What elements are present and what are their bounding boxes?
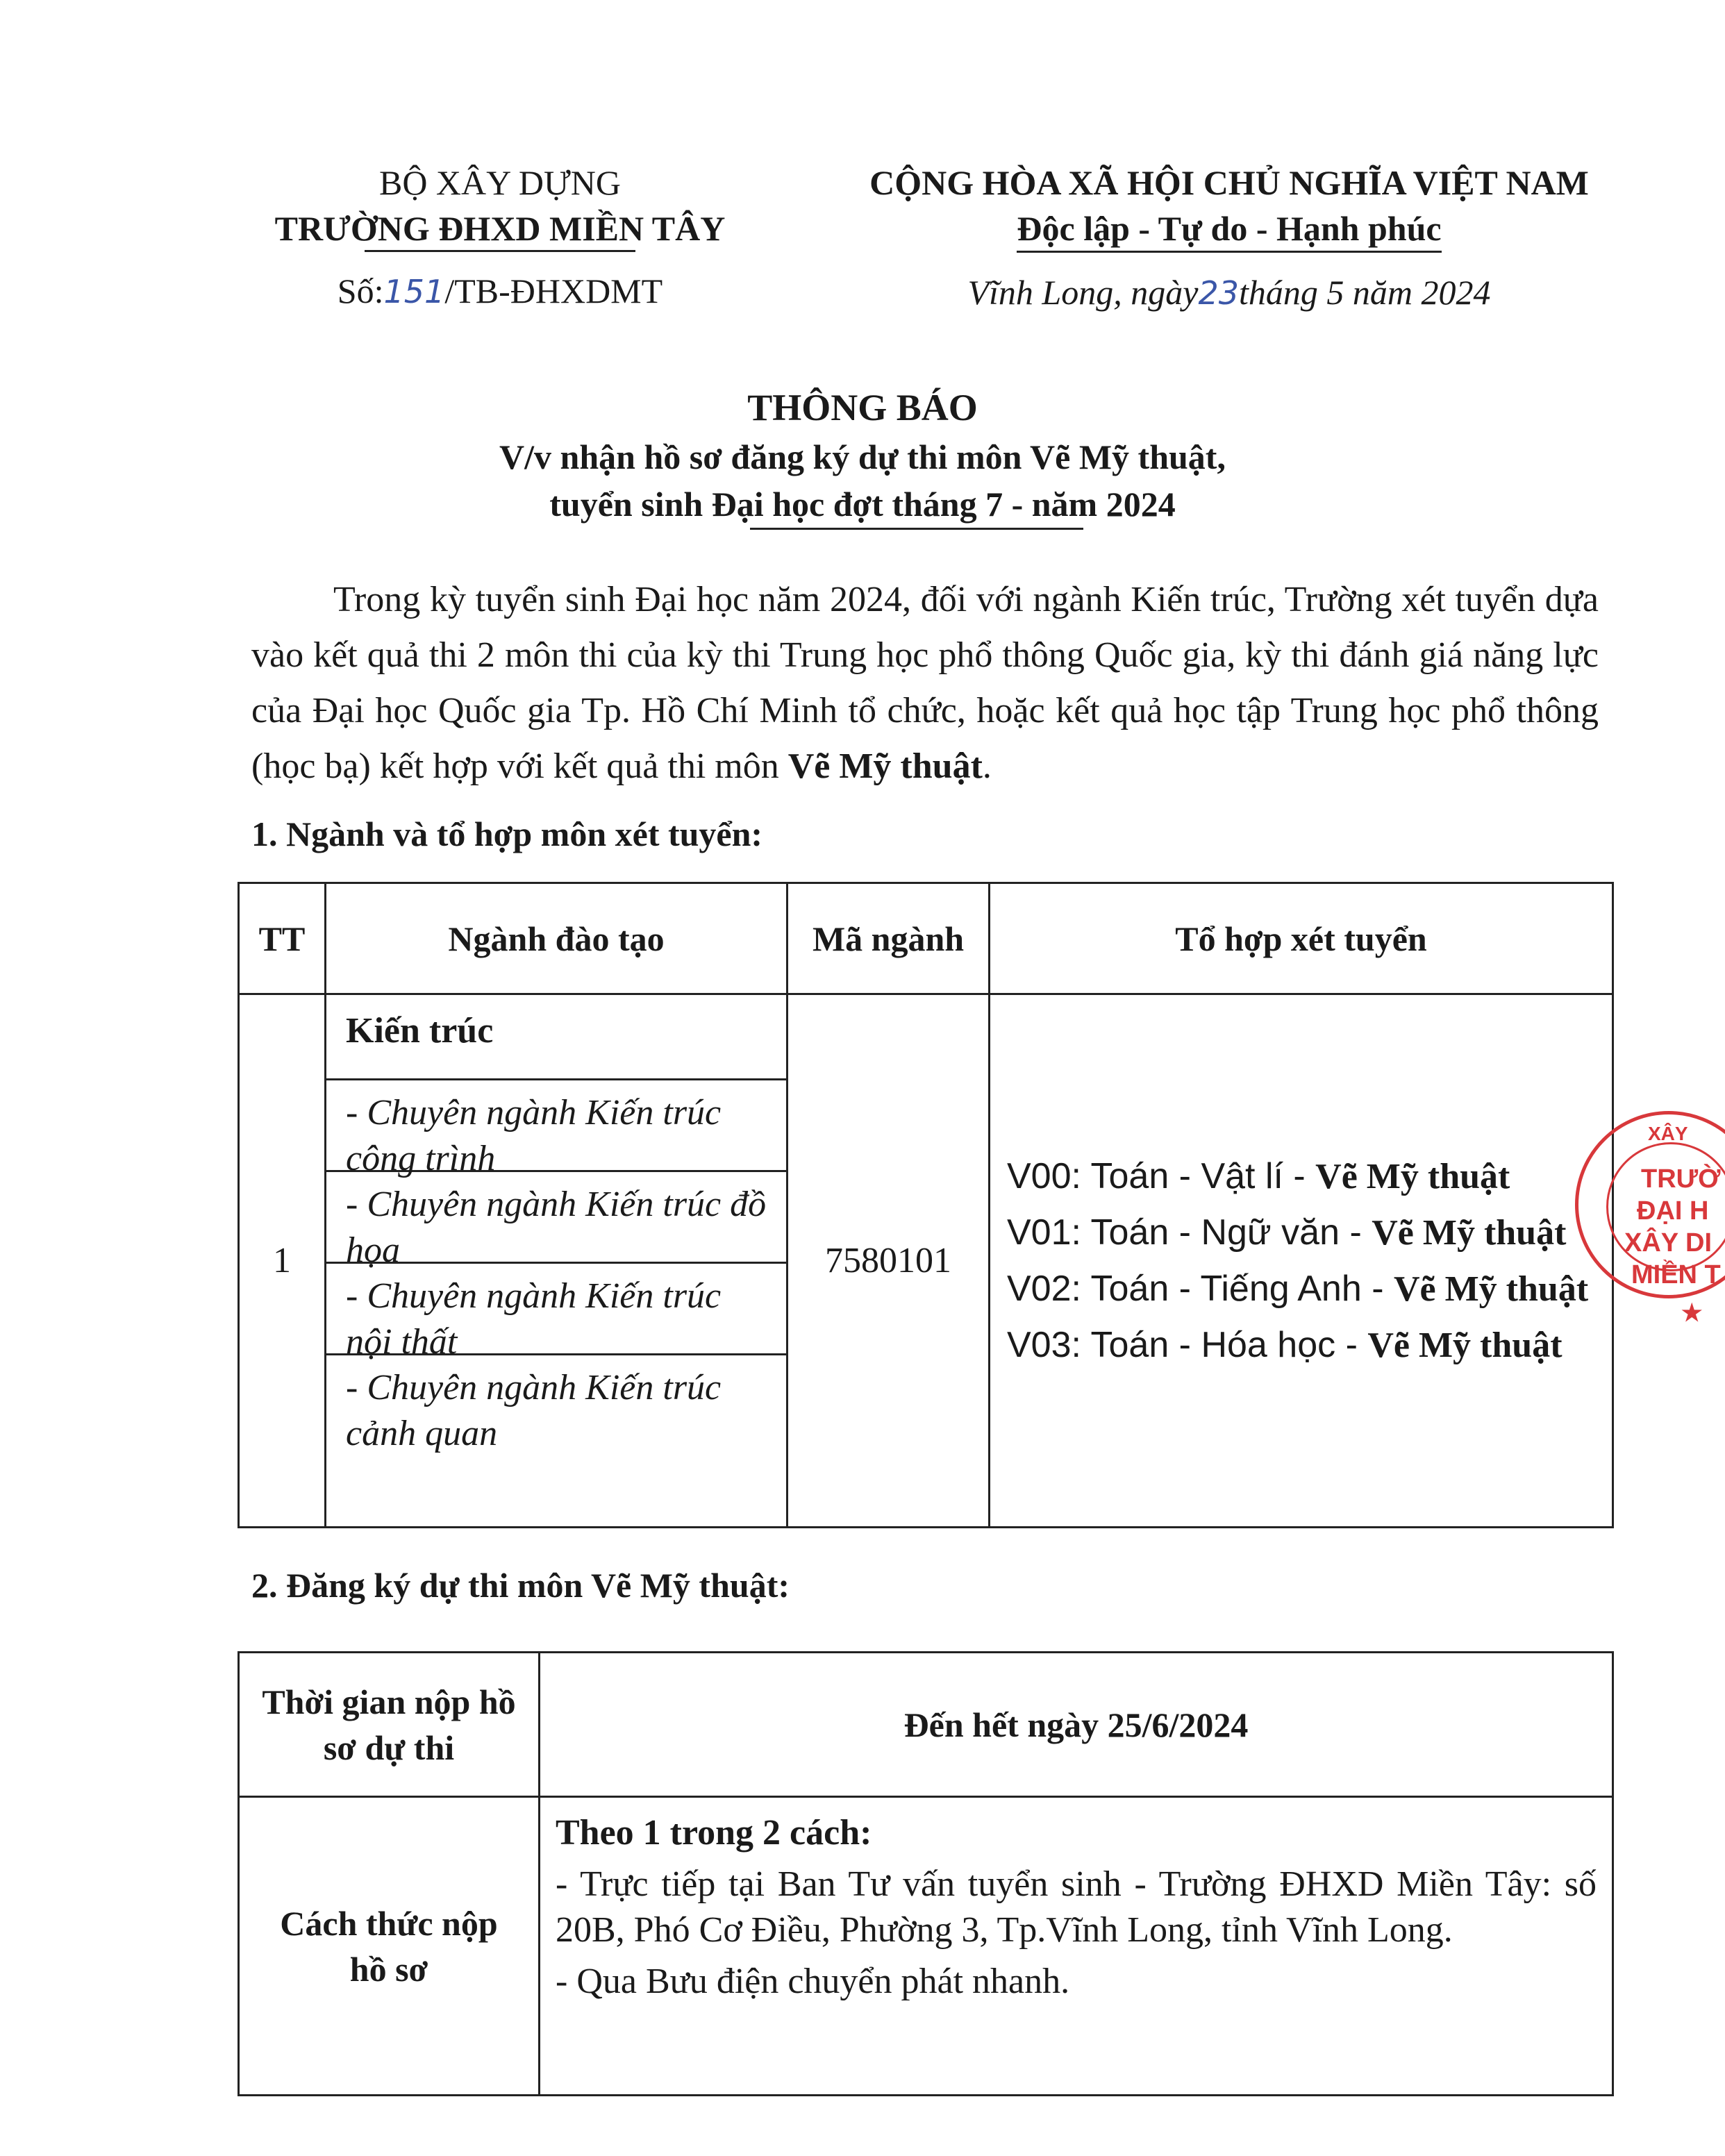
- intro-paragraph: [251, 572, 1599, 794]
- subject-line2-text: tuyển sinh Đại học đợt tháng 7 - năm 2024: [549, 485, 1176, 524]
- specialization-item: - Chuyên ngành Kiến trúc đồ họa: [326, 1170, 786, 1262]
- motto: [806, 204, 1653, 253]
- method-label: Cách thức nộp hồ sơ: [239, 1797, 540, 2096]
- place-date: [806, 268, 1653, 317]
- method-title: Theo 1 trong 2 cách:: [556, 1813, 872, 1853]
- notice-title-text: THÔNG BÁO: [747, 387, 978, 428]
- admission-table: [238, 882, 1614, 1528]
- combo-cell: [990, 994, 1613, 1528]
- notice-subject-line1: [0, 433, 1725, 480]
- seal-text-line3: XÂY DI: [1624, 1228, 1712, 1257]
- number-prefix: Số:: [337, 271, 384, 310]
- table-row: [239, 1797, 1613, 2096]
- combo-item: [1007, 1205, 1595, 1261]
- combo-prefix: V01: Toán - Ngữ văn -: [1007, 1212, 1372, 1253]
- combo-prefix: V03: Toán - Hóa học -: [1007, 1324, 1368, 1365]
- major-name: Kiến trúc: [346, 1011, 494, 1051]
- ministry-name: [250, 158, 750, 207]
- specialization-item: - Chuyên ngành Kiến trúc công trình: [326, 1078, 786, 1170]
- registration-table: [238, 1651, 1614, 2096]
- section1-heading: [251, 814, 762, 854]
- seal-text-line4: MIỀN T: [1631, 1260, 1721, 1289]
- method-cell: [540, 1797, 1613, 2096]
- deadline-value: Đến hết ngày 25/6/2024: [540, 1653, 1613, 1797]
- handwritten-number: 151: [383, 273, 445, 310]
- country-name: [806, 158, 1653, 207]
- seal-text-line2: ĐẠI H: [1637, 1196, 1709, 1226]
- combo-item: [1007, 1148, 1595, 1205]
- deadline-label: Thời gian nộp hồ sơ dự thi: [239, 1653, 540, 1797]
- admission-table-header: [239, 883, 1613, 994]
- col-combos: Tổ hợp xét tuyển: [990, 883, 1613, 994]
- combo-prefix: V02: Toán - Tiếng Anh -: [1007, 1268, 1394, 1309]
- col-major: Ngành đào tạo: [326, 883, 788, 994]
- col-tt: TT: [239, 883, 326, 994]
- major-code: 7580101: [788, 994, 990, 1528]
- date-prefix: Vĩnh Long, ngày: [967, 273, 1199, 312]
- ministry-text: BỘ XÂY DỰNG: [378, 163, 622, 202]
- specialization-item: - Chuyên ngành Kiến trúc cảnh quan: [326, 1353, 786, 1445]
- document-number: [264, 267, 736, 316]
- section2-heading: [251, 1565, 790, 1605]
- date-suffix: tháng 5 năm 2024: [1238, 273, 1491, 312]
- table-row: [239, 1653, 1613, 1797]
- table-row: [239, 994, 1613, 1528]
- motto-text: Độc lập - Tự do - Hạnh phúc: [1017, 209, 1441, 253]
- combo-bold: Vẽ Mỹ thuật: [1372, 1212, 1567, 1253]
- notice-title: [0, 386, 1725, 429]
- seal-text-top: XÂY: [1648, 1123, 1688, 1144]
- seal-text-line1: TRƯỜ: [1641, 1164, 1721, 1194]
- intro-period: .: [982, 746, 992, 786]
- notice-subject-line2: [0, 480, 1725, 528]
- number-suffix: /TB-ĐHXDMT: [444, 271, 663, 310]
- title-underline: [750, 528, 1083, 530]
- seal-star-icon: ★: [1681, 1300, 1703, 1326]
- school-text: TRƯỜNG ĐHXD MIỀN TÂY: [274, 209, 726, 248]
- specialization-item: - Chuyên ngành Kiến trúc nội thất: [326, 1262, 786, 1353]
- section1-heading-text: 1. Ngành và tổ hợp môn xét tuyển:: [251, 814, 763, 853]
- subject-line1-text: V/v nhận hồ sơ đăng ký dự thi môn Vẽ Mỹ thuật,: [499, 437, 1226, 476]
- combo-item: [1007, 1261, 1595, 1317]
- combo-bold: Vẽ Mỹ thuật: [1315, 1156, 1510, 1196]
- method-item: - Trực tiếp tại Ban Tư vấn tuyển sinh - Trường ĐHXD Miền Tây: số 20B, Phó Cơ Điều, Phường 3, Tp.Vĩnh Long, tỉnh Vĩnh Long.: [556, 1864, 1597, 1950]
- handwritten-day: 23: [1198, 274, 1239, 312]
- country-text: CỘNG HÒA XÃ HỘI CHỦ NGHĨA VIỆT NAM: [869, 163, 1589, 202]
- school-name: [236, 204, 764, 253]
- combo-bold: Vẽ Mỹ thuật: [1367, 1325, 1562, 1365]
- combo-item: [1007, 1317, 1595, 1373]
- combo-bold: Vẽ Mỹ thuật: [1393, 1269, 1589, 1309]
- section2-heading-text: 2. Đăng ký dự thi môn Vẽ Mỹ thuật:: [251, 1566, 790, 1605]
- row-tt: 1: [239, 994, 326, 1528]
- major-cell: [326, 994, 788, 1528]
- school-underline: [365, 250, 635, 252]
- col-code: Mã ngành: [788, 883, 990, 994]
- intro-bold-subject: Vẽ Mỹ thuật: [788, 746, 983, 786]
- method-item: - Qua Bưu điện chuyển phát nhanh.: [556, 1962, 1070, 2001]
- intro-text: Trong kỳ tuyển sinh Đại học năm 2024, đối với ngành Kiến trúc, Trường xét tuyển dựa vào kết quả thi 2 môn thi của kỳ thi Trung học phổ thông Quốc gia, kỳ thi đánh giá năng lực của Đại học Quốc gia Tp. Hồ Chí Minh tổ chức, hoặc kết quả học tập Trung học phổ thông (học bạ) kết hợp với kết quả thi môn: [251, 580, 1599, 786]
- combo-prefix: V00: Toán - Vật lí -: [1007, 1155, 1316, 1196]
